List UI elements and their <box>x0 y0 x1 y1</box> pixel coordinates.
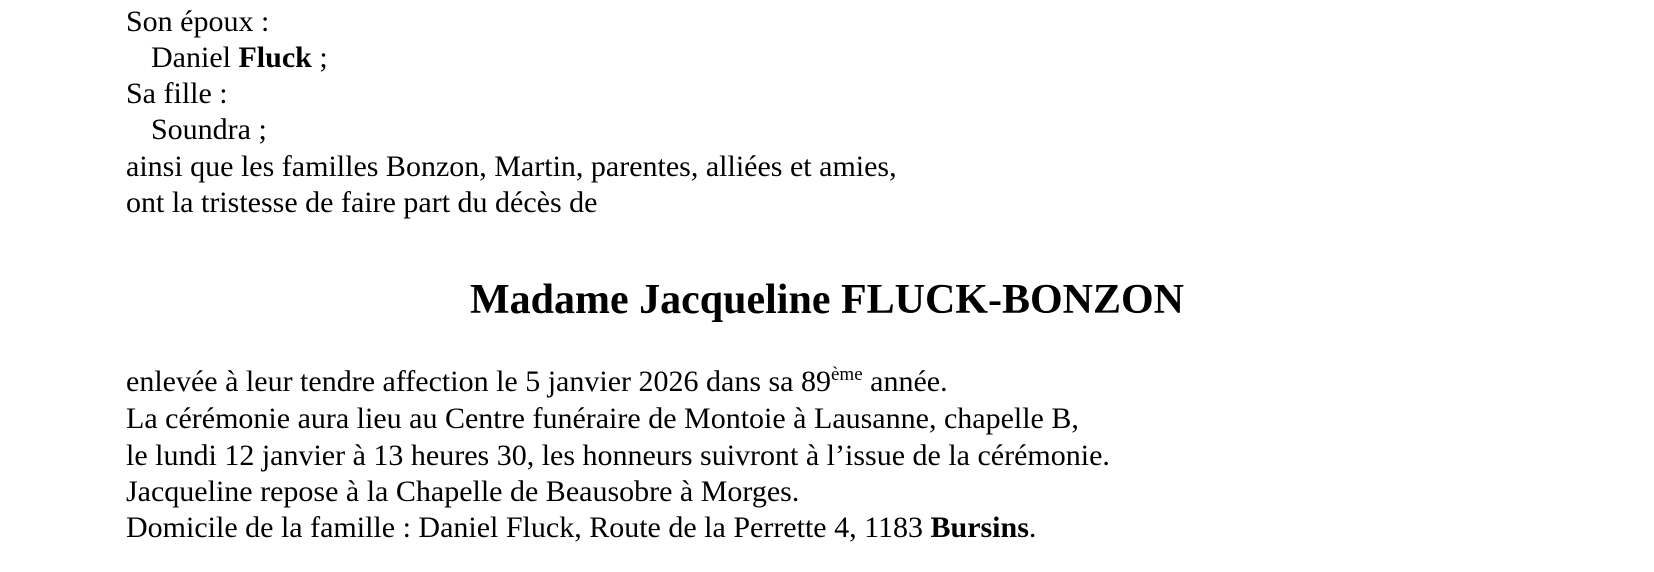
domicile-town: Bursins <box>930 511 1029 544</box>
domicile-text: Domicile de la famille : Daniel Fluck, Route de la Perrette 4, 1183 <box>126 511 931 544</box>
rest-text: Jacqueline repose à la Chapelle de Beausobre à Morges. <box>126 475 800 508</box>
spouse-heading <box>126 4 269 40</box>
daughter-heading-text: Sa fille : <box>126 77 228 110</box>
daughter-name-line <box>151 112 267 148</box>
ceremony-text-1: La cérémonie aura lieu au Centre funéraire de Montoie à Lausanne, chapelle B, <box>126 402 1079 435</box>
death-line-text: enlevée à leur tendre affection le 5 janvier 2026 dans sa 89 <box>126 365 831 398</box>
announcement-line <box>126 185 597 221</box>
domicile-end: . <box>1028 511 1037 544</box>
families-text: ainsi que les familles Bonzon, Martin, parentes, alliées et amies, <box>126 150 897 183</box>
ordinal-suffix: ème <box>831 364 863 385</box>
ceremony-line-2 <box>126 438 1110 474</box>
death-line <box>126 364 948 400</box>
spouse-last-name: Fluck <box>238 41 312 74</box>
families-line <box>126 149 897 185</box>
spouse-first-name: Daniel <box>151 41 231 74</box>
ceremony-line-1 <box>126 401 1079 437</box>
death-line-end: année. <box>862 365 948 398</box>
daughter-name: Soundra ; <box>151 113 267 146</box>
rest-line <box>126 474 799 510</box>
domicile-line <box>126 510 1036 546</box>
announcement-text: ont la tristesse de faire part du décès de <box>126 186 598 219</box>
spouse-name-line <box>151 40 328 76</box>
deceased-name: Madame Jacqueline FLUCK-BONZON <box>470 277 1184 323</box>
spouse-heading-text: Son époux : <box>126 5 270 38</box>
daughter-heading <box>126 76 228 112</box>
ceremony-text-2: le lundi 12 janvier à 13 heures 30, les honneurs suivront à l’issue de la cérémonie. <box>126 439 1110 472</box>
spouse-suffix: ; <box>311 41 328 74</box>
